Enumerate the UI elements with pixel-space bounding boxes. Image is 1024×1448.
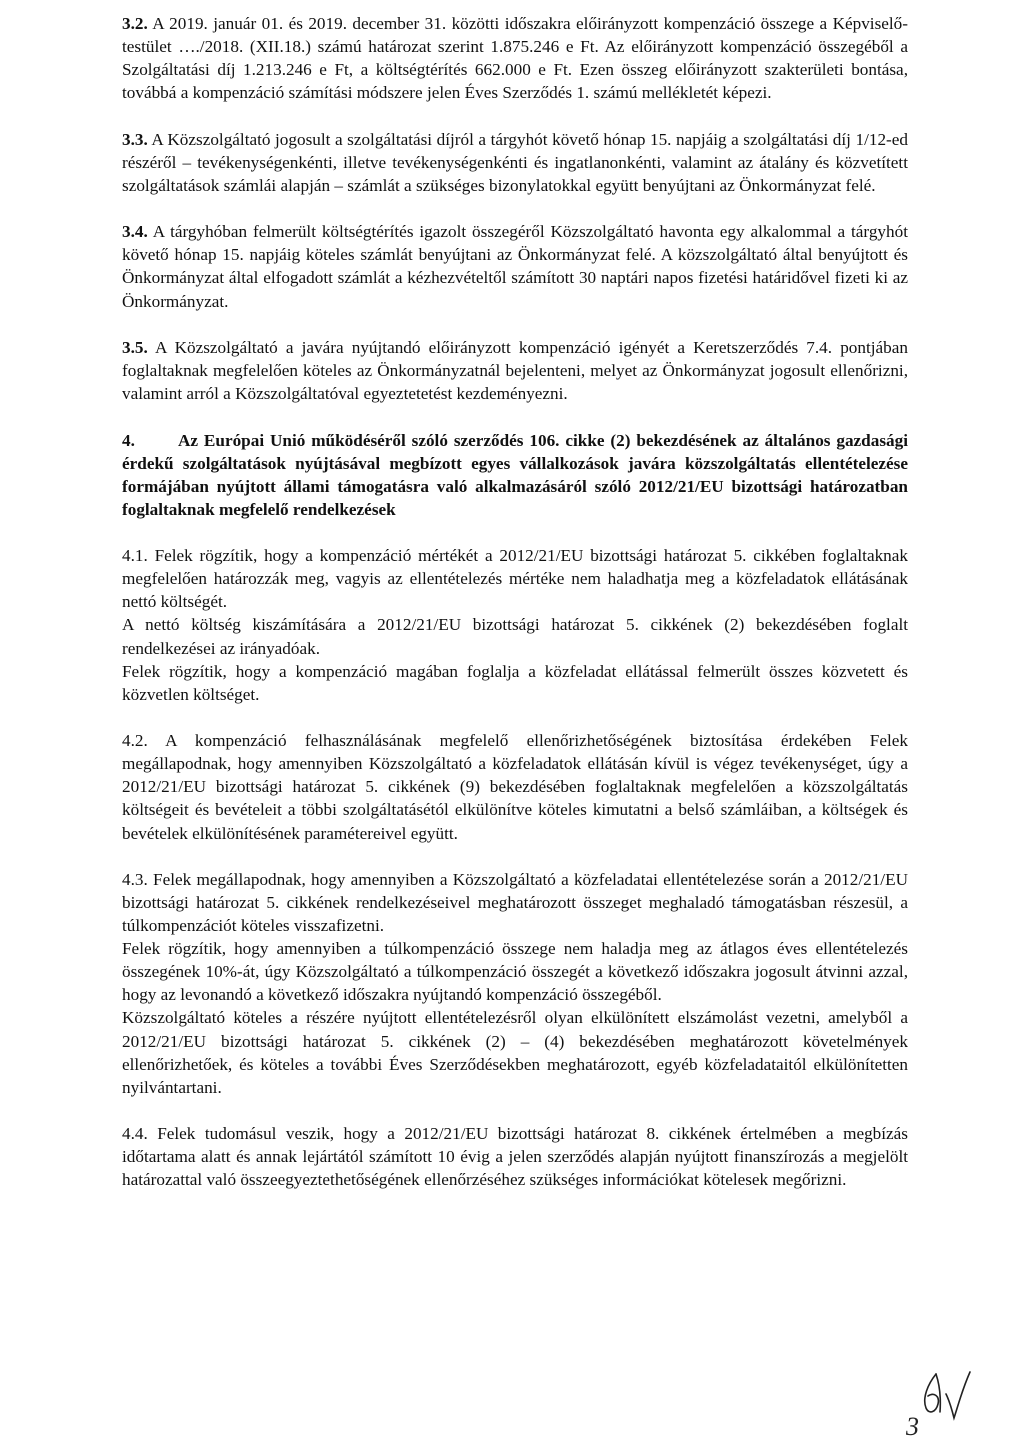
section-number-3-5: 3.5. — [122, 337, 148, 357]
page-number: 3 — [906, 1412, 919, 1441]
paragraph-4-1-a: 4.1. Felek rögzítik, hogy a kompenzáció mértékét a 2012/21/EU bizottsági határozat 5. cikkében foglaltaknak megfelelően határozzák meg, vagyis az ellentételezés mértéke nem haladhatja meg a közfeladatok ellátásának nettó költségét. — [122, 546, 908, 612]
paragraph-4-1-b: A nettó költség kiszámítására a 2012/21/EU bizottsági határozat 5. cikkének (2) bekezdésében foglalt rendelkezései az irányadóak. — [122, 615, 908, 658]
paragraph-4-2: 4.2. A kompenzáció felhasználásának megfelelő ellenőrizhetőségének biztosítása érdekében Felek megállapodnak, hogy amennyiben Közszolgáltató a közfeladatok ellátásán kívül is végez tevékenységet, úgy a 2012/21/EU bizottsági határozat 5. cikkének (9) bekezdésében foglaltaknak megfelelően a közszolgáltatás költségeit és bevételeit a többi szolgáltatásétól elkülönítve köteles kimutatni a belső számláiban, a költségek és bevételek elkülönítésének paramétereivel együtt. — [122, 731, 908, 843]
paragraph-3-4 — [122, 220, 908, 312]
paragraph-3-2 — [122, 12, 908, 104]
paragraph-3-3 — [122, 128, 908, 197]
section-4-heading — [122, 429, 908, 521]
signature-initials — [914, 1368, 974, 1428]
section-text-3-4: A tárgyhóban felmerült költségtérítés igazolt összegéről Közszolgáltató havonta egy alkalommal a tárgyhót követő hónap 15. napjáig köteles számlát benyújtani az Önkormányzat felé. A közszolgáltató által benyújtott és Önkormányzat által elfogadott számlát a kézhezvételtől számított 30 naptári napos fizetési határidővel fizeti ki az Önkormányzat. — [122, 222, 908, 311]
document-page — [122, 12, 908, 1215]
section-text-3-5: A Közszolgáltató a javára nyújtandó előirányzott kompenzáció igényét a Keretszerződés 7.4. pontjában foglaltaknak megfelelően köteles az Önkormányzatnál bejelenteni, melyet az Önkormányzat jogosult ellenőrizni, valamint arról a Közszolgáltatóval egyeztetetést kezdeményezni. — [122, 337, 908, 404]
paragraph-3-5 — [122, 336, 908, 405]
paragraph-4-1-c: Felek rögzítik, hogy a kompenzáció magában foglalja a közfeladat ellátással felmerült összes közvetett és közvetlen költséget. — [122, 661, 908, 704]
section-number-4: 4. — [122, 430, 135, 450]
section-title-4: Az Európai Unió működéséről szóló szerződés 106. cikke (2) bekezdésének az általános gazdasági érdekű szolgáltatások nyújtásával megbízott egyes vállalkozások javára közszolgáltatás ellentételezése formájában nyújtott állami támogatásra való alkalmazásáról szóló 2012/21/EU bizottsági határozatban foglaltaknak megfelelő rendelkezések — [122, 430, 908, 519]
section-number-3-3: 3.3. — [122, 129, 148, 149]
paragraph-4-3-b: Felek rögzítik, hogy amennyiben a túlkompenzáció összege nem haladja meg az átlagos éves ellentételezés összegének 10%-át, úgy Közszolgáltató a túlkompenzáció összegét a következő időszakra jogosult átvinni azzal, hogy az levonandó a következő időszakra nyújtandó kompenzáció összegéből. — [122, 939, 908, 1005]
section-text-3-2: A 2019. január 01. és 2019. december 31. közötti időszakra előirányzott kompenzáció összege a Képviselő-testület …./2018. (XII.18.) számú határozat szerint 1.875.246 e Ft. Az előirányzott kompenzáció összegéből a Szolgáltatási díj 1.213.246 e Ft, a költségtérítés 662.000 e Ft. Ezen összeg előirányzott szakterületi bontása, továbbá a kompenzáció számítási módszere jelen Éves Szerződés 1. számú mellékletét képezi. — [122, 14, 908, 103]
paragraph-4-3-a: 4.3. Felek megállapodnak, hogy amennyiben a Közszolgáltató a közfeladatai ellentételezése során a 2012/21/EU bizottsági határozat 5. cikkének rendelkezéseivel meghatározott összeget meghaladó támogatásban részesül, a túlkompenzációt köteles visszafizetni. — [122, 869, 908, 936]
section-number-3-4: 3.4. — [122, 222, 148, 242]
paragraph-4-4: 4.4. Felek tudomásul veszik, hogy a 2012/21/EU bizottsági határozat 8. cikkének értelmében a megbízás időtartama alatt és annak lejártától számított 10 évig a jelen szerződés alapján nyújtott finanszírozás a megjelölt határozattal való összeegyeztethetőségének ellenőrzéséhez szükséges információkat kötelesek megőrizni. — [122, 1124, 908, 1190]
paragraph-4-3-c: Közszolgáltató köteles a részére nyújtott ellentételezésről olyan elkülönített elszámolást vezetni, amelyből a 2012/21/EU bizottsági határozat 5. cikkének (2) – (4) bekezdésében meghatározott követelmények ellenőrizhetőek, és köteles a további Éves Szerződésekben meghatározott, egyéb közfeladataitól elkülönítetten nyilvántartani. — [122, 1008, 908, 1097]
section-text-3-3: A Közszolgáltató jogosult a szolgáltatási díjról a tárgyhót követő hónap 15. napjáig a szolgáltatási díj 1/12-ed részéről – tevékenységenkénti, illetve tevékenységenkénti és ingatlanonkénti, valamint az átalány és közvetített szolgáltatások számlái alapján – számlát a szükséges bizonylatokkal együtt benyújtani az Önkormányzat felé. — [122, 129, 908, 195]
section-number-3-2: 3.2. — [122, 14, 148, 33]
